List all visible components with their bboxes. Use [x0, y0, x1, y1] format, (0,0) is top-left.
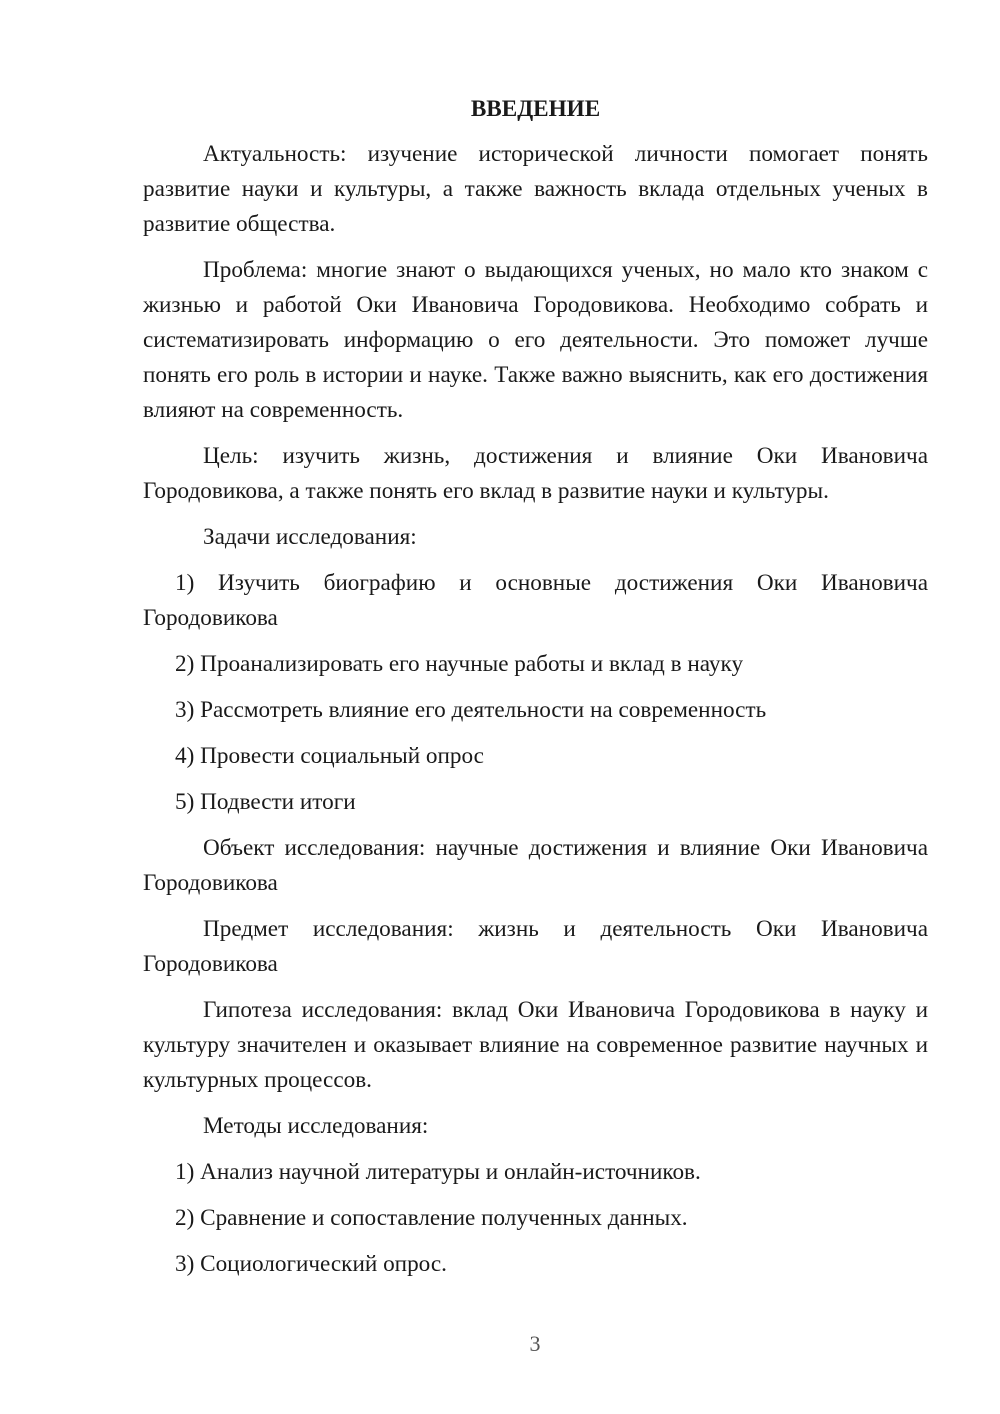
paragraph-relevance: Актуальность: изучение исторической личности помогает понять развитие науки и культуры, а также важность вклада отдельных ученых в развитие общества.: [143, 141, 928, 237]
task-item-2: 2) Проанализировать его научные работы и вклад в науку: [175, 651, 744, 677]
paragraph-object: Объект исследования: научные достижения и влияние Оки Ивановича Городовикова: [143, 835, 928, 896]
page-title: ВВЕДЕНИЕ: [470, 96, 601, 122]
method-item-2: 2) Сравнение и сопоставление полученных данных.: [175, 1205, 688, 1231]
task-item-4: 4) Провести социальный опрос: [175, 743, 484, 769]
paragraph-problem: Проблема: многие знают о выдающихся ученых, но мало кто знаком с жизнью и работой Оки Ивановича Городовикова. Необходимо собрать и систематизировать информацию о его деятельности. Это поможет лучше понять его роль в истории и науке. Также важно выяснить, как его достижения влияют на современность.: [143, 257, 928, 423]
tasks-heading: Задачи исследования:: [203, 524, 417, 550]
methods-heading: Методы исследования:: [203, 1113, 429, 1139]
paragraph-goal: Цель: изучить жизнь, достижения и влияние Оки Ивановича Городовикова, а также понять его вклад в развитие науки и культуры.: [143, 443, 928, 504]
method-item-1: 1) Анализ научной литературы и онлайн-источников.: [175, 1159, 701, 1185]
task-item-1: 1) Изучить биографию и основные достижения Оки Ивановича Городовикова: [143, 570, 928, 631]
paragraph-subject: Предмет исследования: жизнь и деятельность Оки Ивановича Городовикова: [143, 916, 928, 977]
page-content: [143, 92, 928, 1293]
paragraph-hypothesis: Гипотеза исследования: вклад Оки Ивановича Городовикова в науку и культуру значителен и оказывает влияние на современное развитие научных и культурных процессов.: [143, 997, 928, 1093]
page-number: 3: [529, 1331, 541, 1356]
method-item-3: 3) Социологический опрос.: [175, 1251, 447, 1277]
task-item-3: 3) Рассмотреть влияние его деятельности на современность: [175, 697, 767, 723]
task-item-5: 5) Подвести итоги: [175, 789, 356, 815]
